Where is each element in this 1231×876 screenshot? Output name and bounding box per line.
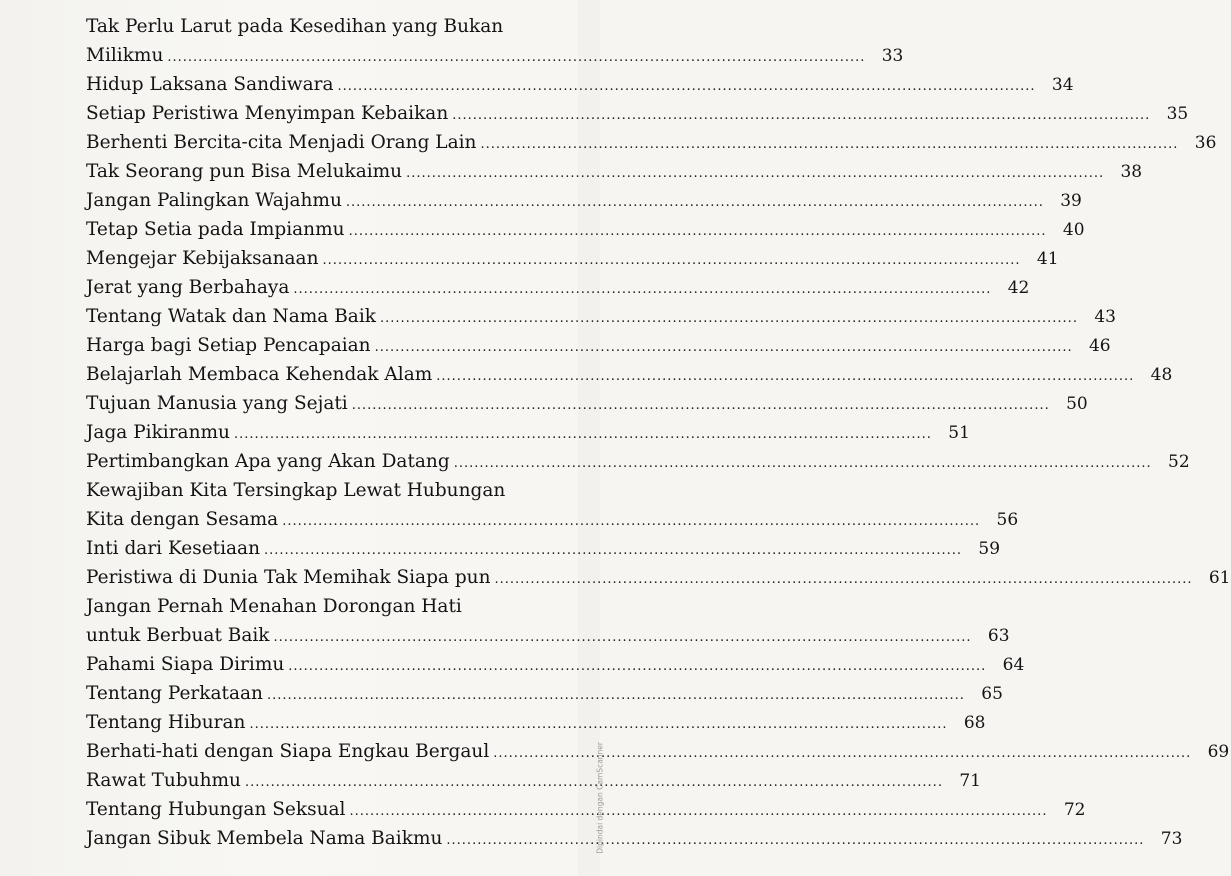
toc-entry-title: Tujuan Manusia yang Sejati — [86, 393, 348, 414]
toc-entry — [86, 621, 1010, 650]
toc-entry — [86, 563, 1231, 592]
dot-leader — [282, 507, 980, 536]
toc-entry — [86, 215, 1085, 244]
toc-entry — [86, 41, 904, 70]
toc-page-number: 63 — [987, 626, 1010, 646]
toc-entry-title: untuk Berbuat Baik — [86, 625, 270, 646]
toc-entry-title: Pertimbangkan Apa yang Akan Datang — [86, 451, 450, 472]
toc-entry-title: Kita dengan Sesama — [86, 509, 279, 530]
toc-entry — [86, 447, 1190, 476]
toc-page-number: 71 — [959, 771, 981, 791]
dot-leader — [338, 72, 1036, 101]
dot-leader — [234, 420, 932, 449]
toc-page-number: 56 — [996, 510, 1019, 530]
toc-page-number: 72 — [1063, 800, 1086, 820]
toc-entry-title: Jangan Palingkan Wajahmu — [86, 190, 342, 211]
toc-entry-title: Peristiwa di Dunia Tak Memihak Siapa pun — [86, 567, 491, 588]
toc-entry-title: Jangan Sibuk Membela Nama Baikmu — [86, 828, 443, 849]
dot-leader — [346, 188, 1044, 217]
toc-page-number: 51 — [948, 423, 970, 443]
toc-entry-title: Harga bagi Setiap Pencapaian — [86, 335, 371, 356]
toc-entry — [86, 795, 1086, 824]
toc-entry — [86, 302, 1116, 331]
dot-leader — [167, 43, 865, 72]
toc-page-number: 39 — [1060, 191, 1082, 211]
toc-entry-title: Tentang Perkataan — [86, 683, 263, 704]
dot-leader — [480, 130, 1178, 159]
dot-leader — [249, 710, 947, 739]
toc-page-number: 40 — [1062, 220, 1085, 240]
dot-leader — [323, 246, 1021, 275]
toc-entry-title: Setiap Peristiwa Menyimpan Kebaikan — [86, 103, 449, 124]
toc-page-number: 52 — [1168, 452, 1190, 472]
dot-leader — [446, 826, 1144, 855]
toc-page-number: 38 — [1120, 162, 1143, 182]
toc-entry-title: Tentang Hubungan Seksual — [86, 799, 346, 820]
toc-page-number: 35 — [1166, 104, 1189, 124]
toc-page-number: 41 — [1036, 249, 1059, 269]
dot-leader — [293, 275, 991, 304]
toc-entry — [86, 360, 1173, 389]
toc-page-number: 69 — [1207, 742, 1230, 762]
dot-leader — [454, 449, 1152, 478]
toc-entry — [86, 650, 1025, 679]
toc-page-number: 34 — [1051, 75, 1074, 95]
toc-entry-title: Berhati-hati dengan Siapa Engkau Bergaul — [86, 741, 490, 762]
toc-entry — [86, 824, 1183, 853]
scanner-watermark: Dipindai dengan CamScanner — [596, 742, 605, 854]
toc-entry — [86, 186, 1082, 215]
toc-entry — [86, 70, 1074, 99]
dot-leader — [375, 333, 1073, 362]
toc-entry — [86, 244, 1059, 273]
toc-entry-title: Tentang Hiburan — [86, 712, 246, 733]
toc-entry-title: Jaga Pikiranmu — [86, 422, 230, 443]
toc-entry-title: Inti dari Kesetiaan — [86, 538, 261, 559]
toc-page-number: 61 — [1208, 568, 1231, 588]
dot-leader — [245, 768, 943, 797]
toc-page-number: 73 — [1160, 829, 1183, 849]
toc-entry — [86, 534, 1001, 563]
toc-entry-first-line: Tak Perlu Larut pada Kesedihan yang Bukan — [86, 16, 504, 37]
toc-page-number: 42 — [1007, 278, 1030, 298]
dot-leader — [406, 159, 1104, 188]
toc-entry-title: Mengejar Kebijaksanaan — [86, 248, 319, 269]
toc-entry-title: Hidup Laksana Sandiwara — [86, 74, 334, 95]
toc-entry — [86, 505, 1019, 534]
toc-entry-title: Belajarlah Membaca Kehendak Alam — [86, 364, 433, 385]
toc-entry-title: Pahami Siapa Dirimu — [86, 654, 285, 675]
toc-entry-title: Berhenti Bercita-cita Menjadi Orang Lain — [86, 132, 477, 153]
dot-leader — [380, 304, 1078, 333]
dot-leader — [436, 362, 1134, 391]
toc-entry — [86, 157, 1143, 186]
toc-entry — [86, 99, 1189, 128]
toc-page-number: 48 — [1150, 365, 1173, 385]
toc-entry — [86, 389, 1088, 418]
dot-leader — [349, 797, 1047, 826]
dot-leader — [267, 681, 965, 710]
toc-entry-first-line: Kewajiban Kita Tersingkap Lewat Hubungan — [86, 480, 506, 501]
toc-entry — [86, 331, 1111, 360]
toc-page-number: 59 — [978, 539, 1001, 559]
toc-entry-title: Milikmu — [86, 45, 164, 66]
dot-leader — [452, 101, 1150, 130]
toc-entry-title: Tak Seorang pun Bisa Melukaimu — [86, 161, 403, 182]
toc-entry — [86, 679, 1003, 708]
toc-entry — [86, 737, 1230, 766]
dot-leader — [264, 536, 962, 565]
dot-leader — [349, 217, 1047, 246]
toc-entry-title: Tetap Setia pada Impianmu — [86, 219, 345, 240]
toc-entry — [86, 418, 970, 447]
toc-entry-title: Jerat yang Berbahaya — [86, 277, 290, 298]
toc-page-number: 33 — [881, 46, 904, 66]
dot-leader — [288, 652, 986, 681]
toc-page-number: 46 — [1088, 336, 1111, 356]
toc-page-number: 65 — [981, 684, 1003, 704]
toc-entry — [86, 766, 981, 795]
toc-page-number: 43 — [1094, 307, 1116, 327]
dot-leader — [495, 565, 1193, 594]
toc-page-number: 68 — [963, 713, 986, 733]
toc-entry — [86, 273, 1030, 302]
toc-entry-first-line: Jangan Pernah Menahan Dorongan Hati — [86, 596, 462, 617]
toc-entry-title: Rawat Tubuhmu — [86, 770, 241, 791]
toc-entry — [86, 708, 986, 737]
dot-leader — [274, 623, 972, 652]
toc-entry-title: Tentang Watak dan Nama Baik — [86, 306, 376, 327]
dot-leader — [352, 391, 1050, 420]
toc-page-number: 64 — [1002, 655, 1025, 675]
toc-page-number: 50 — [1066, 394, 1088, 414]
toc-entry — [86, 128, 1217, 157]
toc-page-number: 36 — [1194, 133, 1217, 153]
